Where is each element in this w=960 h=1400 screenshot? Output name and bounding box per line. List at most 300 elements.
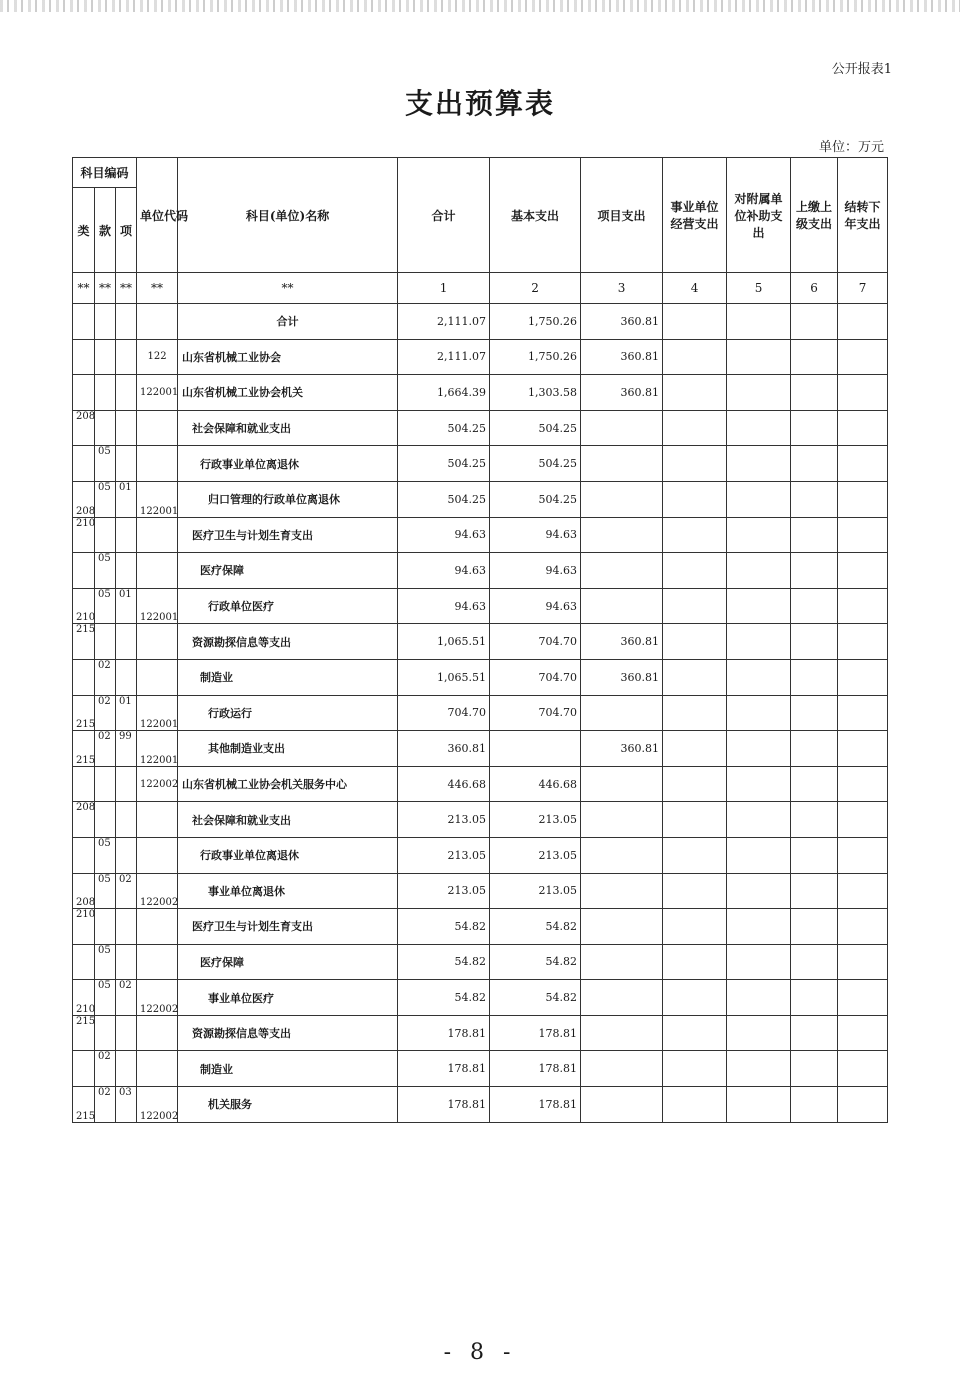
row-upper [791, 944, 838, 980]
row-carry [838, 375, 888, 411]
row-unit-code [137, 1051, 178, 1087]
row-carry [838, 837, 888, 873]
row-xiang [116, 1015, 137, 1051]
row-name: 行政事业单位离退休 [178, 446, 398, 482]
row-name: 行政单位医疗 [178, 588, 398, 624]
row-xiang: 99 [116, 731, 137, 767]
header-upper: 上缴上级支出 [791, 158, 838, 273]
row-kuan: 05 [95, 873, 116, 909]
row-basic: 504.25 [490, 446, 581, 482]
row-project [581, 695, 663, 731]
row-xiang [116, 837, 137, 873]
row-basic: 213.05 [490, 837, 581, 873]
row-upper [791, 588, 838, 624]
row-total: 213.05 [398, 802, 490, 838]
page-title: 支出预算表 [404, 87, 555, 120]
row-subsidy [727, 624, 791, 660]
table-row [73, 553, 888, 589]
row-upper [791, 766, 838, 802]
table-row [73, 873, 888, 909]
row-basic: 1,750.26 [490, 304, 581, 340]
row-project [581, 553, 663, 589]
row-project [581, 1051, 663, 1087]
row-lei: 215 [73, 1015, 95, 1051]
row-xiang [116, 909, 137, 945]
header-unit-code: 单位代码 [137, 158, 178, 273]
header-lei: 类 [73, 188, 95, 273]
expenditure-budget-table [72, 157, 888, 1123]
row-name: 行政事业单位离退休 [178, 837, 398, 873]
row-name: 制造业 [178, 659, 398, 695]
table-row [73, 624, 888, 660]
row-basic [490, 731, 581, 767]
row-xiang: 02 [116, 873, 137, 909]
row-project [581, 481, 663, 517]
row-lei: 215 [73, 731, 95, 767]
row-kuan [95, 909, 116, 945]
row-name: 社会保障和就业支出 [178, 410, 398, 446]
row-lei: 208 [73, 481, 95, 517]
row-unit-code [137, 944, 178, 980]
row-upper [791, 624, 838, 660]
row-carry [838, 1051, 888, 1087]
row-unit-code [137, 837, 178, 873]
row-kuan: 02 [95, 659, 116, 695]
row-kuan [95, 802, 116, 838]
row-lei: 208 [73, 873, 95, 909]
row-project: 360.81 [581, 659, 663, 695]
row-business [663, 837, 727, 873]
row-subsidy [727, 1051, 791, 1087]
unit-label: 单位：万元 [818, 140, 884, 155]
row-business [663, 304, 727, 340]
row-business [663, 446, 727, 482]
row-lei [73, 304, 95, 340]
row-upper [791, 304, 838, 340]
row-basic: 213.05 [490, 802, 581, 838]
row-basic: 94.63 [490, 588, 581, 624]
row-name: 机关服务 [178, 1087, 398, 1123]
index-c7: 7 [838, 273, 888, 304]
row-carry [838, 659, 888, 695]
row-project [581, 837, 663, 873]
row-carry [838, 873, 888, 909]
row-upper [791, 517, 838, 553]
row-unit-code: 122001 [137, 695, 178, 731]
table-row [73, 802, 888, 838]
row-basic: 704.70 [490, 695, 581, 731]
row-lei [73, 659, 95, 695]
row-lei [73, 766, 95, 802]
row-xiang [116, 553, 137, 589]
row-unit-code: 122001 [137, 731, 178, 767]
row-unit-code: 122002 [137, 1087, 178, 1123]
row-unit-code [137, 517, 178, 553]
row-kuan [95, 410, 116, 446]
row-unit-code [137, 1015, 178, 1051]
row-subsidy [727, 304, 791, 340]
row-lei: 208 [73, 802, 95, 838]
row-subsidy [727, 731, 791, 767]
row-kuan [95, 1015, 116, 1051]
row-xiang [116, 339, 137, 375]
row-basic: 1,303.58 [490, 375, 581, 411]
page-number: - 8 - [443, 1340, 517, 1365]
row-upper [791, 1051, 838, 1087]
row-unit-code: 122002 [137, 980, 178, 1016]
row-name: 事业单位离退休 [178, 873, 398, 909]
header-carry: 结转下年支出 [838, 158, 888, 273]
row-subsidy [727, 410, 791, 446]
row-subsidy [727, 873, 791, 909]
row-business [663, 553, 727, 589]
index-lei: ** [73, 273, 95, 304]
row-name: 行政运行 [178, 695, 398, 731]
row-total: 178.81 [398, 1087, 490, 1123]
table-row [73, 446, 888, 482]
row-kuan: 05 [95, 446, 116, 482]
row-carry [838, 588, 888, 624]
row-total: 178.81 [398, 1051, 490, 1087]
row-upper [791, 339, 838, 375]
row-basic: 94.63 [490, 517, 581, 553]
row-name: 资源勘探信息等支出 [178, 1015, 398, 1051]
index-c6: 6 [791, 273, 838, 304]
row-business [663, 802, 727, 838]
row-basic: 446.68 [490, 766, 581, 802]
row-unit-code [137, 553, 178, 589]
index-c3: 3 [581, 273, 663, 304]
row-unit-code: 122 [137, 339, 178, 375]
table-row [73, 1051, 888, 1087]
row-project [581, 909, 663, 945]
row-xiang [116, 944, 137, 980]
row-kuan: 05 [95, 588, 116, 624]
row-business [663, 659, 727, 695]
row-total: 504.25 [398, 481, 490, 517]
row-unit-code: 122002 [137, 873, 178, 909]
row-carry [838, 339, 888, 375]
row-carry [838, 802, 888, 838]
row-kuan: 05 [95, 553, 116, 589]
row-xiang [116, 1051, 137, 1087]
row-basic: 54.82 [490, 980, 581, 1016]
row-business [663, 695, 727, 731]
row-subsidy [727, 980, 791, 1016]
table-row [73, 695, 888, 731]
row-name: 医疗保障 [178, 553, 398, 589]
row-unit-code [137, 446, 178, 482]
row-carry [838, 1015, 888, 1051]
row-lei [73, 553, 95, 589]
index-c5: 5 [727, 273, 791, 304]
row-total: 504.25 [398, 446, 490, 482]
row-upper [791, 980, 838, 1016]
row-name: 社会保障和就业支出 [178, 802, 398, 838]
row-project [581, 980, 663, 1016]
row-lei: 215 [73, 624, 95, 660]
row-lei: 215 [73, 695, 95, 731]
row-project: 360.81 [581, 304, 663, 340]
row-business [663, 873, 727, 909]
row-lei [73, 944, 95, 980]
row-upper [791, 410, 838, 446]
row-carry [838, 944, 888, 980]
row-name: 归口管理的行政单位离退休 [178, 481, 398, 517]
row-carry [838, 553, 888, 589]
row-name: 医疗卫生与计划生育支出 [178, 909, 398, 945]
row-total: 2,111.07 [398, 304, 490, 340]
row-business [663, 944, 727, 980]
row-carry [838, 695, 888, 731]
row-basic: 54.82 [490, 909, 581, 945]
row-project [581, 802, 663, 838]
row-kuan [95, 517, 116, 553]
row-xiang [116, 304, 137, 340]
header-total: 合计 [398, 158, 490, 273]
table-row [73, 944, 888, 980]
row-subsidy [727, 695, 791, 731]
row-upper [791, 837, 838, 873]
row-lei [73, 339, 95, 375]
row-unit-code: 122001 [137, 588, 178, 624]
row-kuan: 02 [95, 731, 116, 767]
row-business [663, 375, 727, 411]
table-row [73, 481, 888, 517]
row-unit-code: 122001 [137, 481, 178, 517]
row-name: 事业单位医疗 [178, 980, 398, 1016]
index-c4: 4 [663, 273, 727, 304]
row-project [581, 1015, 663, 1051]
row-subsidy [727, 588, 791, 624]
index-kuan: ** [95, 273, 116, 304]
row-kuan: 02 [95, 695, 116, 731]
row-project [581, 446, 663, 482]
row-business [663, 481, 727, 517]
header-kuan: 款 [95, 188, 116, 273]
row-project: 360.81 [581, 731, 663, 767]
row-xiang: 03 [116, 1087, 137, 1123]
row-upper [791, 375, 838, 411]
row-name: 山东省机械工业协会机关 [178, 375, 398, 411]
row-total: 1,065.51 [398, 659, 490, 695]
row-total: 54.82 [398, 944, 490, 980]
row-name: 山东省机械工业协会机关服务中心 [178, 766, 398, 802]
row-kuan: 05 [95, 980, 116, 1016]
row-subsidy [727, 517, 791, 553]
row-business [663, 517, 727, 553]
row-lei: 208 [73, 410, 95, 446]
index-xiang: ** [116, 273, 137, 304]
row-project [581, 944, 663, 980]
row-upper [791, 695, 838, 731]
row-upper [791, 1087, 838, 1123]
row-total: 1,664.39 [398, 375, 490, 411]
row-project: 360.81 [581, 624, 663, 660]
row-carry [838, 909, 888, 945]
row-upper [791, 1015, 838, 1051]
row-basic: 504.25 [490, 410, 581, 446]
row-business [663, 410, 727, 446]
row-unit-code [137, 410, 178, 446]
row-upper [791, 873, 838, 909]
row-business [663, 731, 727, 767]
row-subsidy [727, 375, 791, 411]
table-row [73, 980, 888, 1016]
row-subsidy [727, 339, 791, 375]
row-basic: 94.63 [490, 553, 581, 589]
row-business [663, 980, 727, 1016]
row-carry [838, 304, 888, 340]
row-business [663, 339, 727, 375]
row-unit-code [137, 659, 178, 695]
row-total: 54.82 [398, 909, 490, 945]
table-row [73, 731, 888, 767]
row-xiang [116, 802, 137, 838]
table-row [73, 1015, 888, 1051]
row-business [663, 1087, 727, 1123]
row-kuan: 02 [95, 1087, 116, 1123]
row-carry [838, 410, 888, 446]
row-xiang [116, 659, 137, 695]
row-business [663, 1051, 727, 1087]
row-unit-code [137, 624, 178, 660]
row-basic: 178.81 [490, 1015, 581, 1051]
row-carry [838, 731, 888, 767]
index-c1: 1 [398, 273, 490, 304]
table-row [73, 837, 888, 873]
header-basic: 基本支出 [490, 158, 581, 273]
row-subsidy [727, 802, 791, 838]
row-name: 合计 [178, 304, 398, 340]
row-project [581, 766, 663, 802]
row-upper [791, 481, 838, 517]
table-row [73, 517, 888, 553]
row-kuan [95, 375, 116, 411]
row-project [581, 410, 663, 446]
row-kuan [95, 339, 116, 375]
row-basic: 54.82 [490, 944, 581, 980]
row-xiang: 01 [116, 695, 137, 731]
table-row [73, 375, 888, 411]
row-subsidy [727, 481, 791, 517]
row-basic: 704.70 [490, 659, 581, 695]
row-unit-code: 122002 [137, 766, 178, 802]
row-basic: 178.81 [490, 1051, 581, 1087]
row-kuan [95, 766, 116, 802]
row-subsidy [727, 944, 791, 980]
row-basic: 178.81 [490, 1087, 581, 1123]
row-basic: 504.25 [490, 481, 581, 517]
row-upper [791, 659, 838, 695]
row-kuan: 02 [95, 1051, 116, 1087]
row-name: 山东省机械工业协会 [178, 339, 398, 375]
index-name: ** [178, 273, 398, 304]
row-total: 94.63 [398, 588, 490, 624]
row-total: 54.82 [398, 980, 490, 1016]
row-subsidy [727, 659, 791, 695]
row-total: 446.68 [398, 766, 490, 802]
scan-edge-artifact [0, 0, 960, 12]
row-basic: 213.05 [490, 873, 581, 909]
row-project [581, 873, 663, 909]
row-lei [73, 1051, 95, 1087]
row-carry [838, 766, 888, 802]
row-subsidy [727, 446, 791, 482]
row-lei [73, 837, 95, 873]
row-total: 94.63 [398, 517, 490, 553]
row-lei: 210 [73, 517, 95, 553]
row-upper [791, 731, 838, 767]
row-total: 213.05 [398, 837, 490, 873]
header-business: 事业单位经营支出 [663, 158, 727, 273]
row-project: 360.81 [581, 339, 663, 375]
row-business [663, 624, 727, 660]
row-kuan [95, 304, 116, 340]
row-unit-code [137, 802, 178, 838]
row-subsidy [727, 837, 791, 873]
table-row [73, 339, 888, 375]
row-business [663, 909, 727, 945]
row-unit-code [137, 304, 178, 340]
row-total: 94.63 [398, 553, 490, 589]
table-row [73, 1087, 888, 1123]
table-row [73, 304, 888, 340]
row-upper [791, 446, 838, 482]
row-project [581, 517, 663, 553]
row-carry [838, 980, 888, 1016]
row-xiang: 01 [116, 481, 137, 517]
index-unit-code: ** [137, 273, 178, 304]
row-carry [838, 481, 888, 517]
row-total: 704.70 [398, 695, 490, 731]
header-project: 项目支出 [581, 158, 663, 273]
row-name: 医疗卫生与计划生育支出 [178, 517, 398, 553]
row-carry [838, 624, 888, 660]
row-subsidy [727, 909, 791, 945]
row-unit-code: 122001 [137, 375, 178, 411]
row-total: 1,065.51 [398, 624, 490, 660]
row-xiang [116, 517, 137, 553]
row-upper [791, 553, 838, 589]
row-xiang [116, 766, 137, 802]
row-carry [838, 446, 888, 482]
row-xiang [116, 446, 137, 482]
row-upper [791, 909, 838, 945]
row-kuan: 05 [95, 944, 116, 980]
table-body [73, 304, 888, 1123]
table-row [73, 588, 888, 624]
row-kuan: 05 [95, 481, 116, 517]
row-business [663, 588, 727, 624]
row-kuan [95, 624, 116, 660]
row-lei: 210 [73, 909, 95, 945]
row-total: 2,111.07 [398, 339, 490, 375]
row-business [663, 1015, 727, 1051]
table-row [73, 410, 888, 446]
header-name: 科目(单位)名称 [178, 158, 398, 273]
row-unit-code [137, 909, 178, 945]
report-tag: 公开报表1 [831, 62, 892, 77]
row-lei: 215 [73, 1087, 95, 1123]
row-xiang [116, 410, 137, 446]
row-project [581, 1087, 663, 1123]
header-subsidy: 对附属单位补助支出 [727, 158, 791, 273]
row-xiang: 02 [116, 980, 137, 1016]
row-total: 213.05 [398, 873, 490, 909]
row-basic: 704.70 [490, 624, 581, 660]
row-name: 医疗保障 [178, 944, 398, 980]
